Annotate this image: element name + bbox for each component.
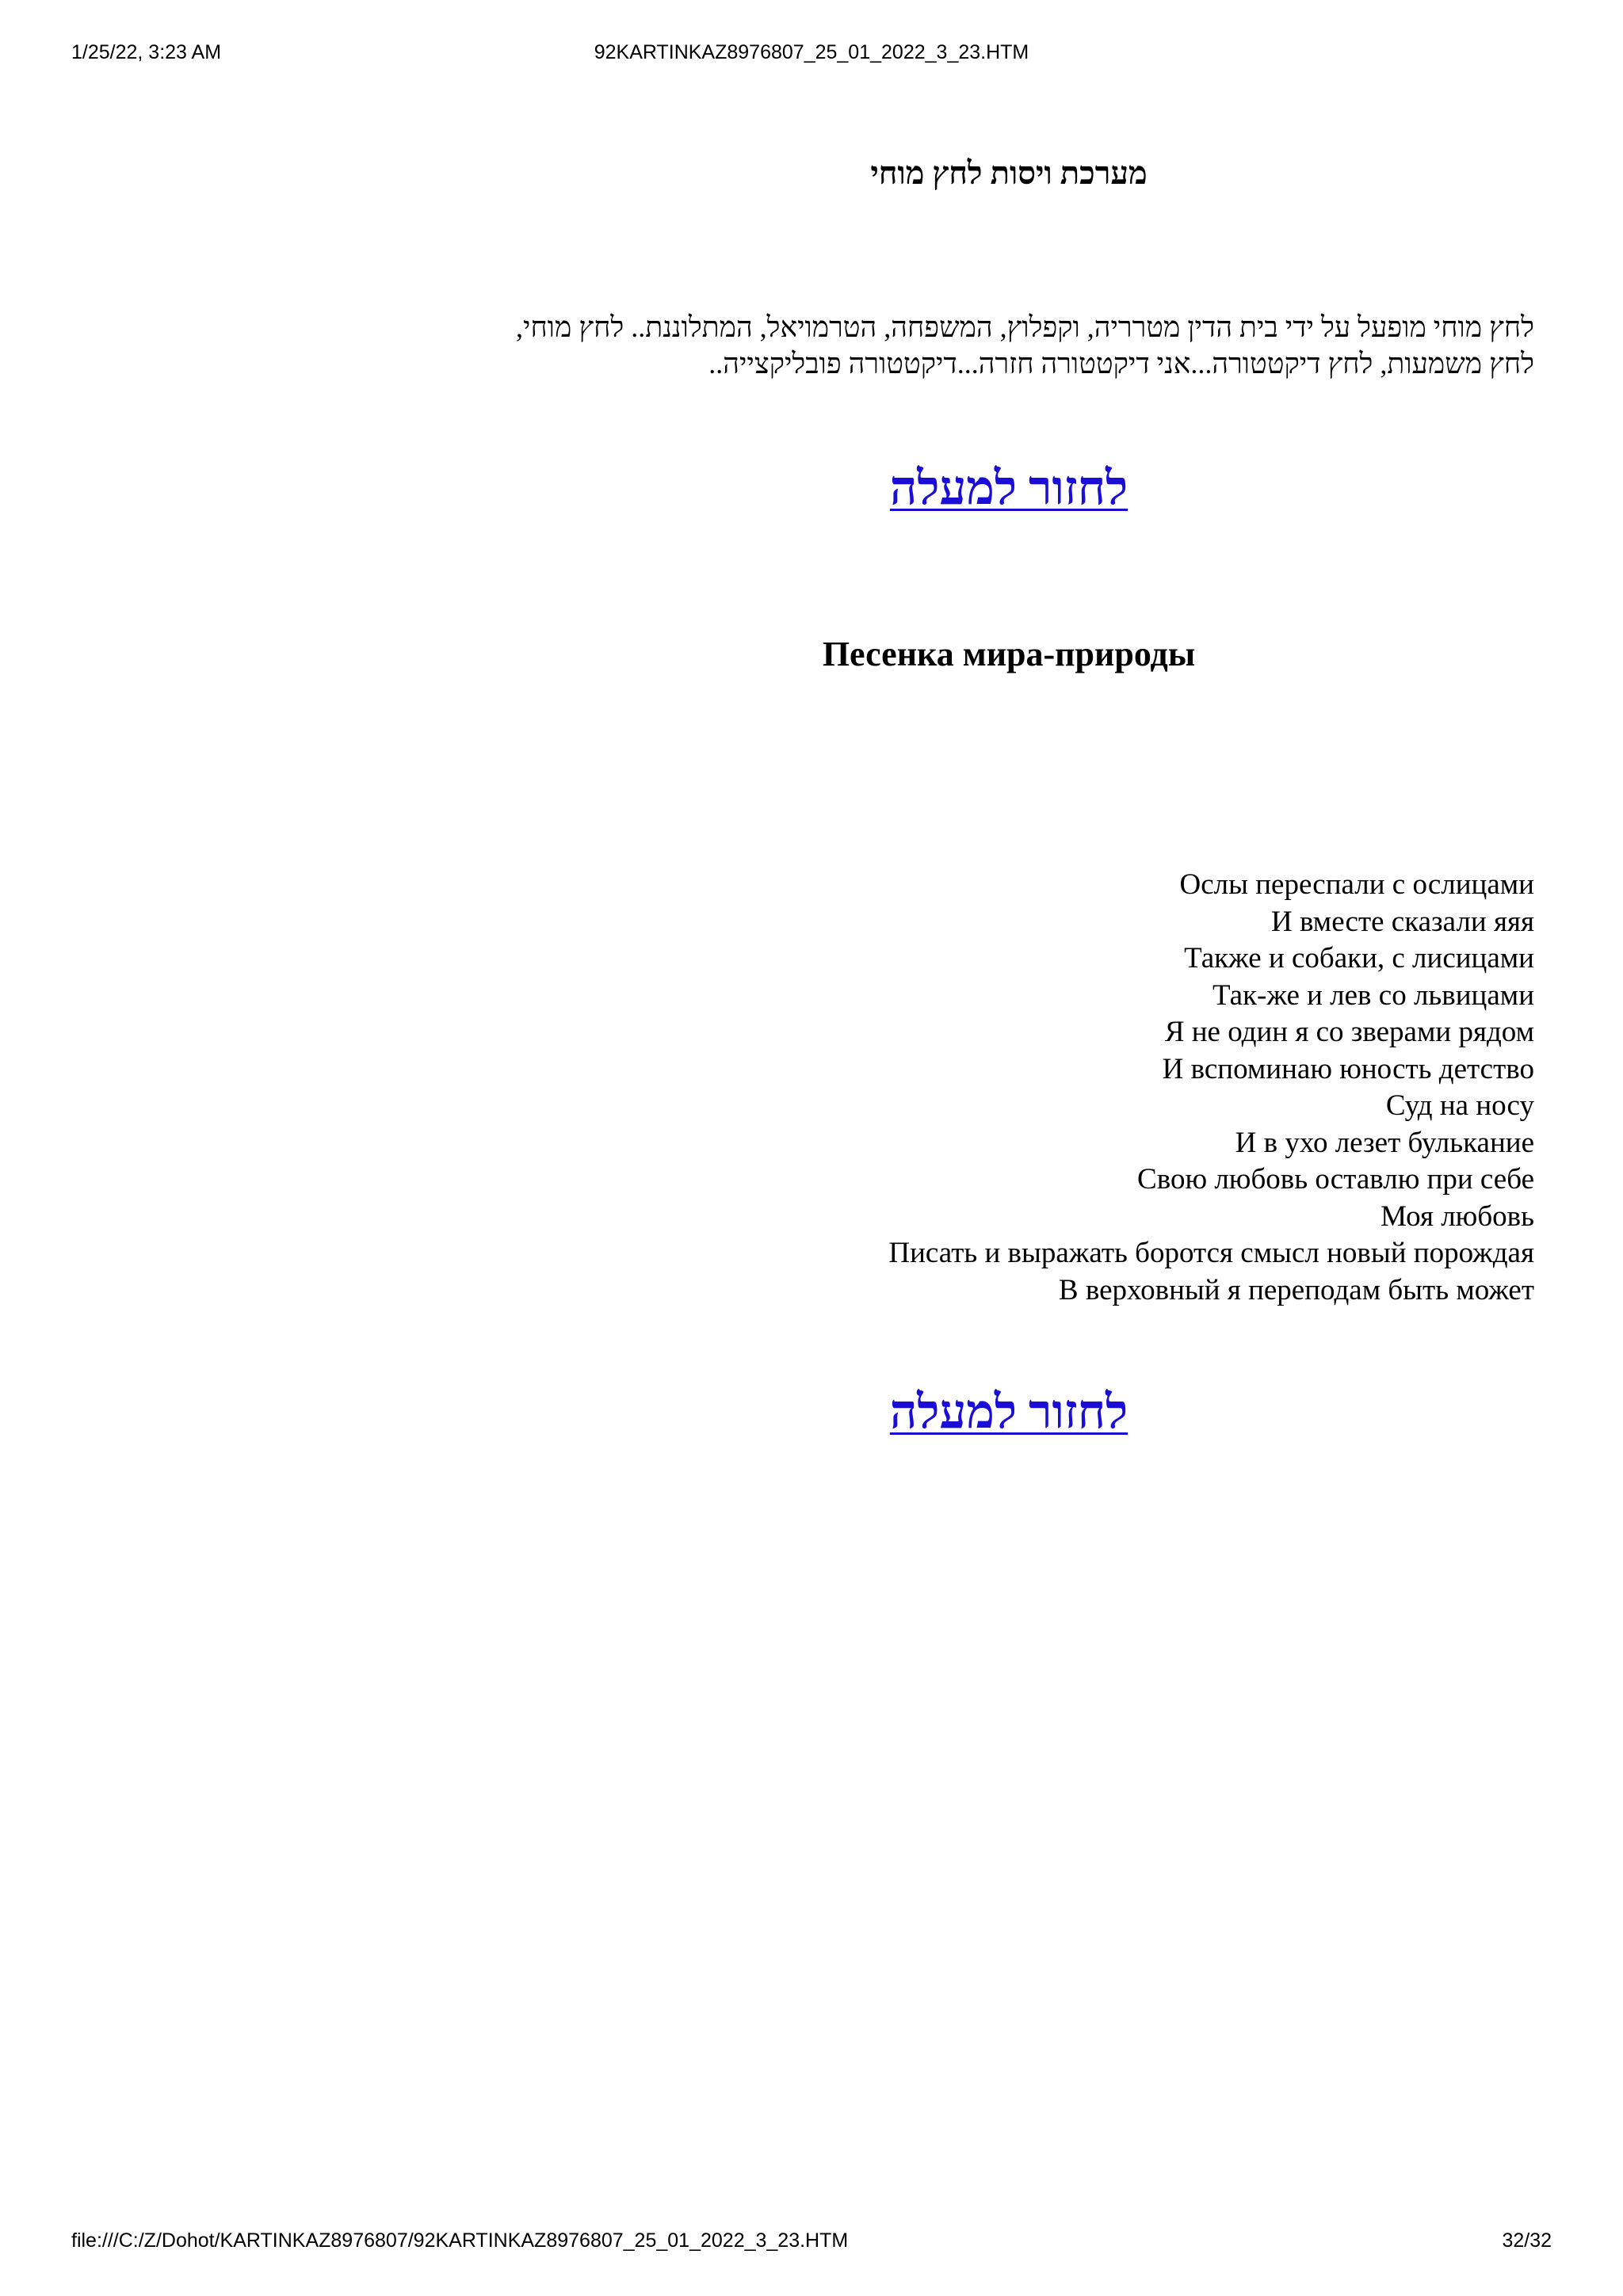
print-datetime: 1/25/22, 3:23 AM — [71, 41, 222, 63]
poem-line: Так-же и лев со львицами — [1212, 978, 1534, 1012]
section-title-hebrew: מערכת ויסות לחץ מוחי — [870, 155, 1148, 191]
back-to-top-container — [483, 1385, 1534, 1440]
poem-line: Свою любовь оставлю при себе — [1137, 1163, 1534, 1196]
section-title-russian: Песенка мира-природы — [822, 635, 1196, 673]
poem-line: И в ухо лезет булькание — [1235, 1126, 1534, 1159]
print-footer — [0, 2229, 1623, 2256]
print-document-title: 92KARTINKAZ8976807_25_01_2022_3_23.HTM — [594, 41, 1029, 63]
poem — [483, 867, 1534, 1309]
print-page-indicator: 32/32 — [1502, 2229, 1552, 2252]
poem-line: Суд на носу — [1385, 1089, 1534, 1122]
paragraph-line: לחץ משמעות, לחץ דיקטטורה...אני דיקטטורה חזרה...דיקטטורה פובליקצייה.. — [708, 348, 1534, 379]
poem-line: В верховный я переподам быть может — [1058, 1273, 1534, 1306]
poem-line: Я не один я со зверами рядом — [1164, 1016, 1534, 1048]
print-file-path: file:///C:/Z/Dohot/KARTINKAZ8976807/92KARTINKAZ8976807_25_01_2022_3_23.HTM — [71, 2229, 849, 2252]
print-header — [0, 41, 1623, 68]
poem-line: Также и собаки, с лисицами — [1184, 942, 1534, 974]
poem-line: И вместе сказали яяя — [1270, 905, 1534, 938]
poem-line: Писать и выражать боротся смысл новый порождая — [888, 1237, 1534, 1269]
back-to-top-link[interactable]: לחזור למעלה — [889, 1386, 1128, 1438]
back-to-top-link[interactable]: לחזור למעלה — [889, 462, 1128, 514]
poem-line: Ослы переспали с ослицами — [1179, 868, 1534, 901]
poem-line: Моя любовь — [1381, 1199, 1534, 1233]
back-to-top-container — [483, 461, 1534, 516]
hebrew-paragraph — [483, 309, 1534, 382]
paragraph-line: לחץ מוחי מופעל על ידי בית הדין מטרריה, וקפלוץ, המשפחה, הטרמויאל, המתלוננת.. לחץ מוחי, — [516, 311, 1534, 343]
poem-line: И вспоминаю юность детство — [1162, 1052, 1534, 1085]
